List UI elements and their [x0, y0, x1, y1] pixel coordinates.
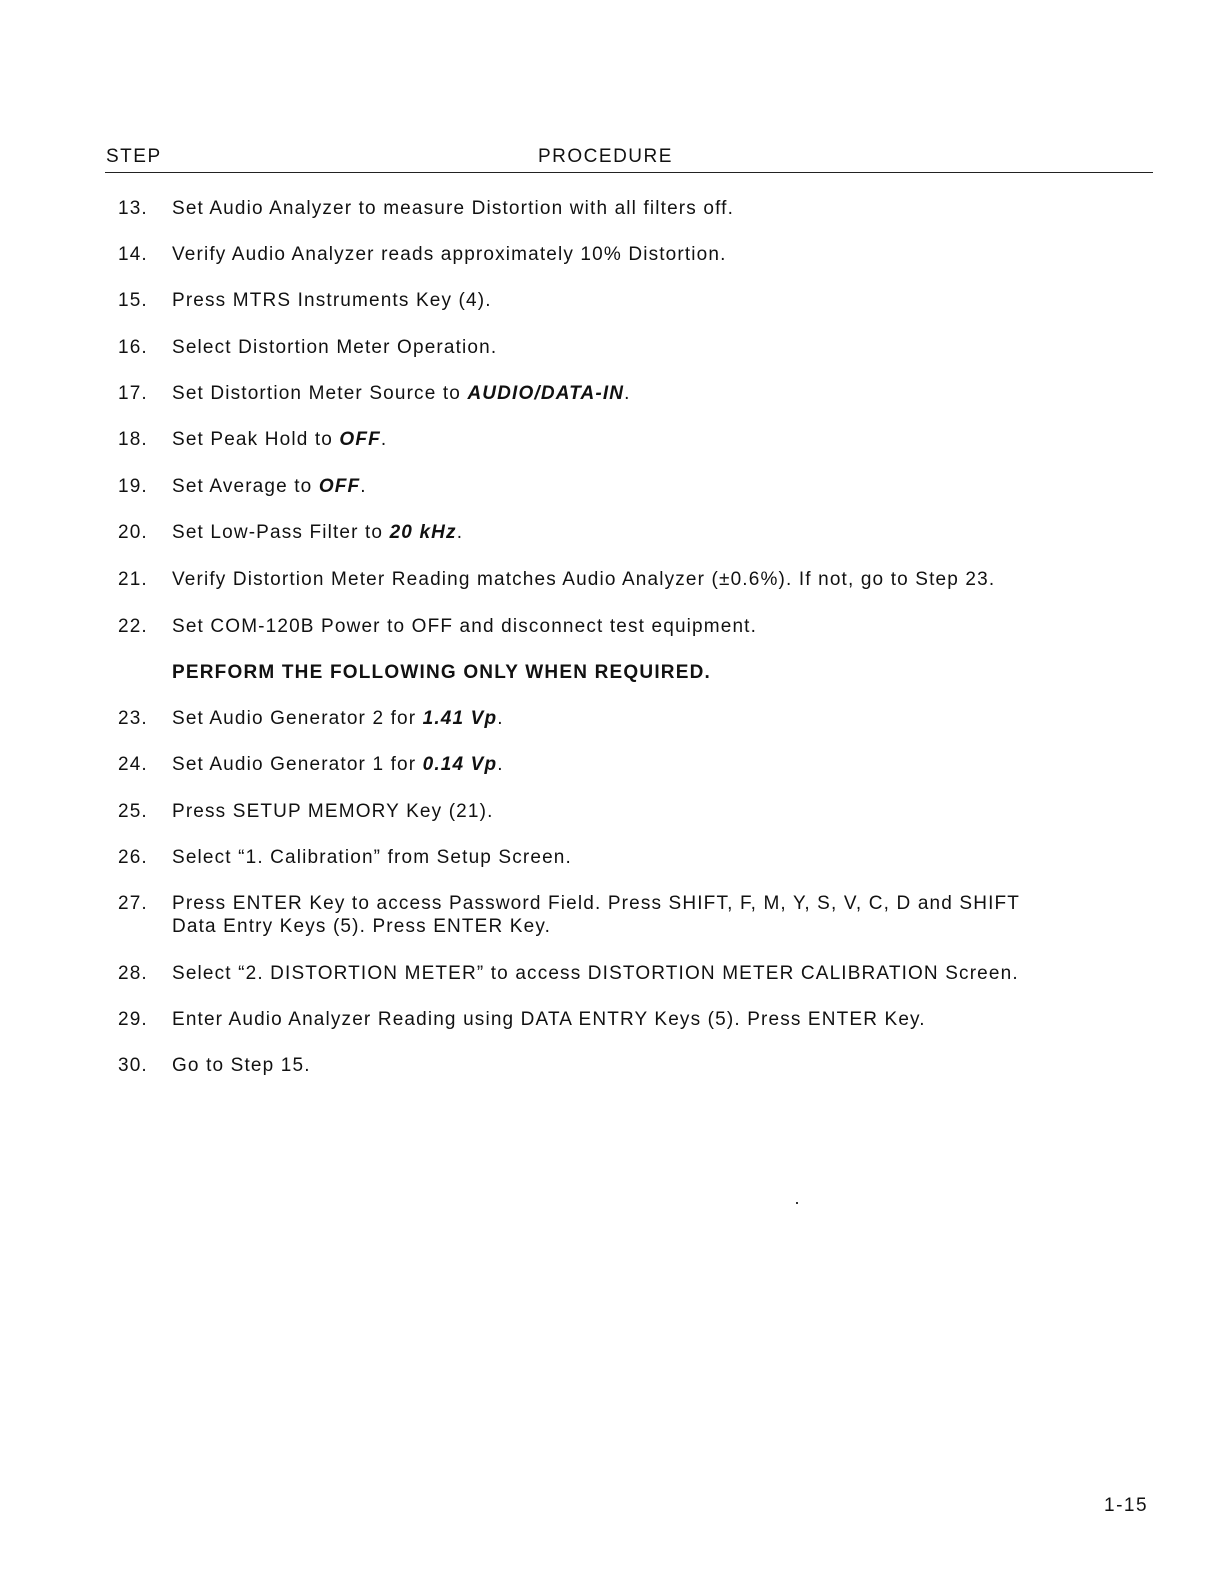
step-text: Press MTRS Instruments Key (4).: [172, 290, 492, 311]
step-text: Set Average to OFF.: [172, 476, 367, 497]
step-text: Set Audio Generator 2 for 1.41 Vp.: [172, 708, 504, 729]
page-number: 1-15: [1104, 1495, 1149, 1516]
step-text: Set Distortion Meter Source to AUDIO/DATA-IN.: [172, 383, 631, 404]
step-number: 29.: [118, 1009, 148, 1030]
step-text: Go to Step 15.: [172, 1055, 311, 1076]
section-heading-text: PERFORM THE FOLLOWING ONLY WHEN REQUIRED.: [172, 662, 711, 683]
step-text: Set Low-Pass Filter to 20 kHz.: [172, 522, 464, 543]
step-column-heading: STEP: [106, 146, 162, 167]
step-number: 25.: [118, 801, 148, 822]
step-number: 21.: [118, 569, 148, 590]
step-text: Enter Audio Analyzer Reading using DATA ENTRY Keys (5). Press ENTER Key.: [172, 1009, 926, 1030]
step-text: Set COM-120B Power to OFF and disconnect test equipment.: [172, 616, 758, 637]
step-text: Set Audio Generator 1 for 0.14 Vp.: [172, 754, 504, 775]
step-text: Set Peak Hold to OFF.: [172, 429, 388, 450]
step-number: 16.: [118, 337, 148, 358]
step-text: Select “2. DISTORTION METER” to access DISTORTION METER CALIBRATION Screen.: [172, 963, 1019, 984]
setting-value: 1.41 Vp: [422, 708, 498, 729]
step-text: Select “1. Calibration” from Setup Screen.: [172, 847, 572, 868]
step-number: 26.: [118, 847, 148, 868]
step-number: 14.: [118, 244, 148, 265]
step-number: 17.: [118, 383, 148, 404]
step-text: Verify Audio Analyzer reads approximately 10% Distortion.: [172, 244, 727, 265]
step-number: 23.: [118, 708, 148, 729]
step-number: 15.: [118, 290, 148, 311]
step-text: Press ENTER Key to access Password Field. Press SHIFT, F, M, Y, S, V, C, D and SHIFT Data Entry Keys (5). Press ENTER Key.: [172, 893, 1021, 937]
step-text: Set Audio Analyzer to measure Distortion with all filters off.: [172, 198, 735, 219]
procedure-table-header: [105, 146, 1153, 173]
setting-value: AUDIO/DATA-IN: [467, 383, 625, 404]
step-number: 24.: [118, 754, 148, 775]
step-number: 27.: [118, 893, 148, 914]
scan-speck: [796, 1202, 798, 1204]
step-text: Verify Distortion Meter Reading matches Audio Analyzer (±0.6%). If not, go to Step 23.: [172, 569, 996, 590]
setting-value: 0.14 Vp: [422, 754, 498, 775]
step-text: Press SETUP MEMORY Key (21).: [172, 801, 494, 822]
step-text: Select Distortion Meter Operation.: [172, 337, 498, 358]
step-number: 28.: [118, 963, 148, 984]
step-number: 30.: [118, 1055, 148, 1076]
step-number: 13.: [118, 198, 148, 219]
setting-value: 20 kHz: [389, 522, 457, 543]
step-number: 19.: [118, 476, 148, 497]
step-number: 20.: [118, 522, 148, 543]
setting-value: OFF: [318, 476, 361, 497]
step-number: 18.: [118, 429, 148, 450]
step-number: 22.: [118, 616, 148, 637]
procedure-column-heading: PROCEDURE: [538, 146, 673, 167]
setting-value: OFF: [339, 429, 381, 450]
